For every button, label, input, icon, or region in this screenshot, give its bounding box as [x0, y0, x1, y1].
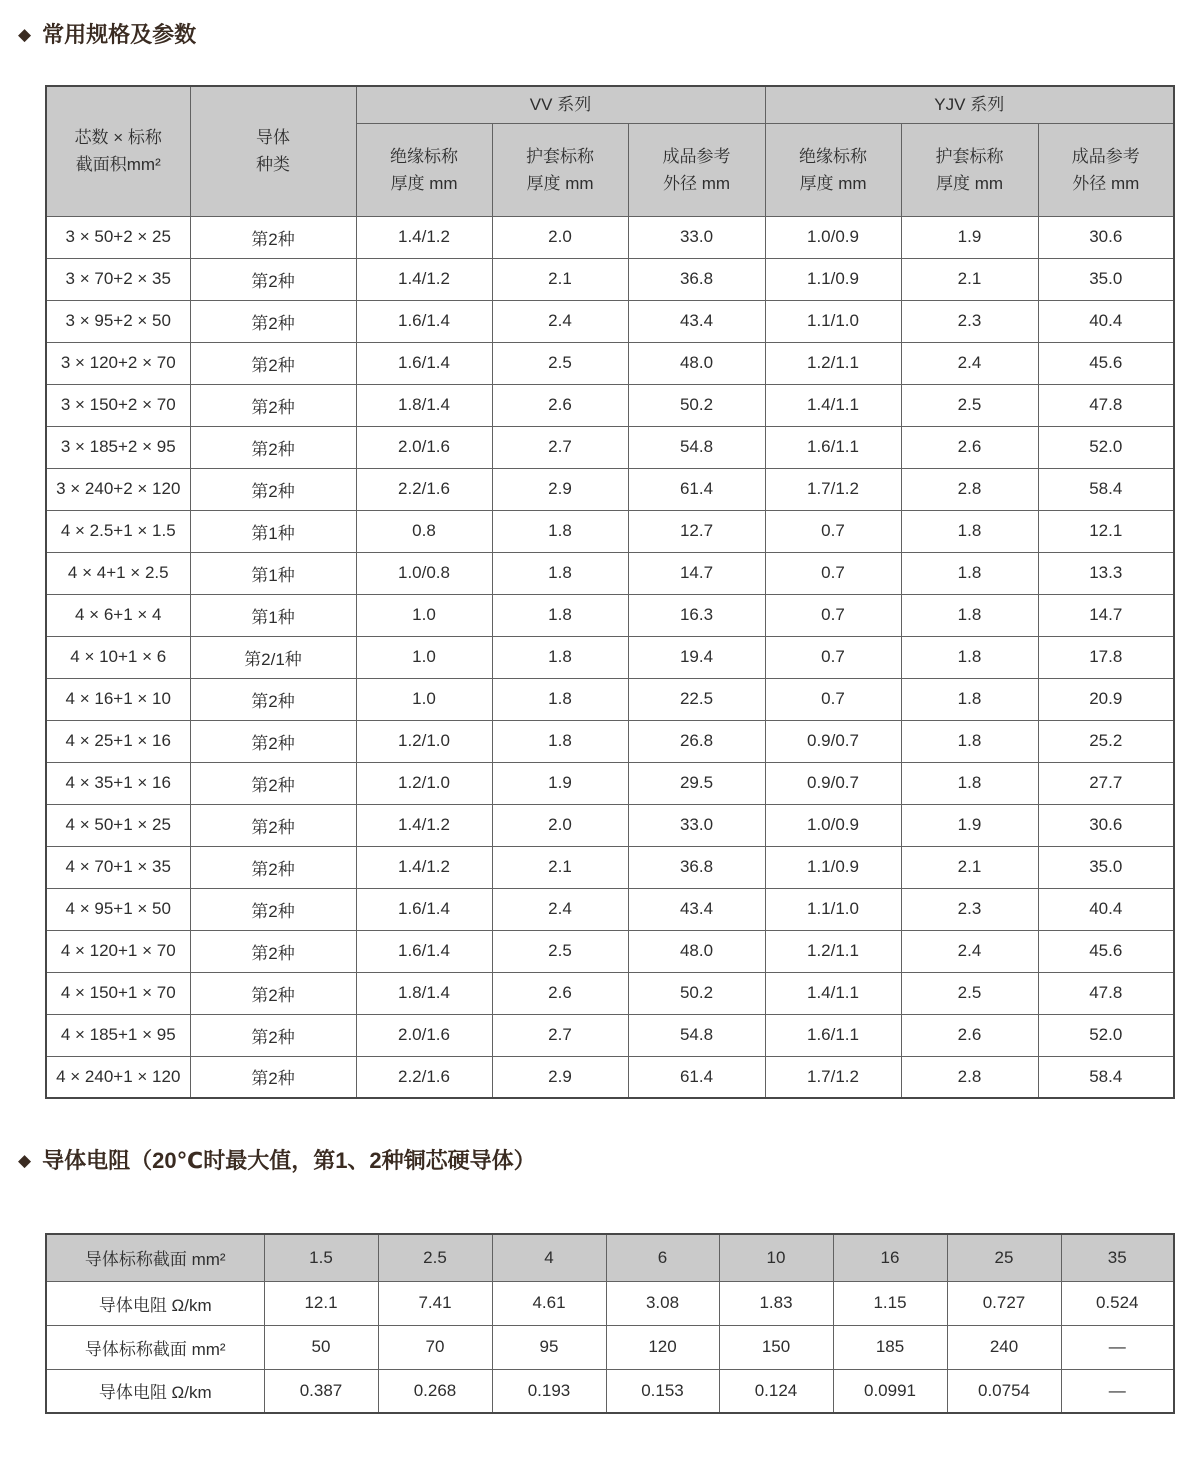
value-cell: 16: [833, 1234, 947, 1281]
value-cell: 27.7: [1038, 762, 1174, 804]
value-cell: 2.7: [492, 1014, 628, 1056]
header-line: 厚度 mm: [799, 173, 867, 193]
value-cell: 2.0: [492, 216, 628, 258]
value-cell: 2.6: [901, 1014, 1038, 1056]
value-cell: 2.6: [901, 426, 1038, 468]
table-row: [46, 342, 1174, 384]
value-cell: 1.8: [901, 678, 1038, 720]
value-cell: 4: [492, 1234, 606, 1281]
value-cell: 1.0: [356, 636, 492, 678]
table-row: [46, 300, 1174, 342]
table-row: [46, 762, 1174, 804]
value-cell: 第2种: [190, 972, 356, 1014]
value-cell: 2.2/1.6: [356, 1056, 492, 1098]
value-cell: 第2种: [190, 468, 356, 510]
header-conductor-type: [190, 86, 356, 216]
value-cell: 1.0/0.9: [765, 804, 901, 846]
value-cell: 0.0754: [947, 1369, 1061, 1413]
table-row: [46, 1056, 1174, 1098]
value-cell: 2.0/1.6: [356, 1014, 492, 1056]
value-cell: 1.0: [356, 678, 492, 720]
value-cell: 第2种: [190, 930, 356, 972]
value-cell: 第2种: [190, 384, 356, 426]
value-cell: 17.8: [1038, 636, 1174, 678]
row-label-cell: 3 × 240+2 × 120: [46, 468, 190, 510]
row-label-cell: 4 × 6+1 × 4: [46, 594, 190, 636]
value-cell: 58.4: [1038, 1056, 1174, 1098]
value-cell: 0.524: [1061, 1281, 1174, 1325]
row-label-cell: 4 × 10+1 × 6: [46, 636, 190, 678]
value-cell: 1.8: [901, 594, 1038, 636]
table-row: [46, 720, 1174, 762]
table-row: [46, 1234, 1174, 1281]
value-cell: 61.4: [628, 468, 765, 510]
value-cell: 1.4/1.1: [765, 972, 901, 1014]
value-cell: 1.1/1.0: [765, 888, 901, 930]
value-cell: 240: [947, 1325, 1061, 1369]
value-cell: 0.7: [765, 552, 901, 594]
value-cell: 43.4: [628, 300, 765, 342]
row-label-cell: 4 × 150+1 × 70: [46, 972, 190, 1014]
value-cell: 1.6/1.4: [356, 300, 492, 342]
value-cell: 1.8: [492, 594, 628, 636]
row-label-cell: 4 × 16+1 × 10: [46, 678, 190, 720]
row-label-cell: 3 × 185+2 × 95: [46, 426, 190, 468]
value-cell: 35: [1061, 1234, 1174, 1281]
value-cell: 1.0/0.8: [356, 552, 492, 594]
value-cell: 47.8: [1038, 972, 1174, 1014]
value-cell: 1.8: [492, 510, 628, 552]
value-cell: 22.5: [628, 678, 765, 720]
table-row: [46, 636, 1174, 678]
section-title-specs: [18, 18, 196, 49]
value-cell: 14.7: [1038, 594, 1174, 636]
table-row: [46, 930, 1174, 972]
value-cell: 1.83: [719, 1281, 833, 1325]
value-cell: 2.1: [492, 846, 628, 888]
header-yjv-insulation: [765, 123, 901, 216]
value-cell: 61.4: [628, 1056, 765, 1098]
header-line: 成品参考: [1071, 146, 1140, 166]
row-label-cell: 4 × 185+1 × 95: [46, 1014, 190, 1056]
value-cell: 54.8: [628, 426, 765, 468]
value-cell: 第2/1种: [190, 636, 356, 678]
row-label-cell: 3 × 70+2 × 35: [46, 258, 190, 300]
value-cell: 1.1/0.9: [765, 258, 901, 300]
header-vv-sheath: [492, 123, 628, 216]
value-cell: 第2种: [190, 846, 356, 888]
header-line: 种类: [256, 155, 290, 175]
value-cell: 0.268: [378, 1369, 492, 1413]
header-yjv-sheath: [901, 123, 1038, 216]
value-cell: 1.7/1.2: [765, 1056, 901, 1098]
value-cell: 2.5: [492, 342, 628, 384]
value-cell: 第2种: [190, 678, 356, 720]
value-cell: 50.2: [628, 384, 765, 426]
value-cell: 第2种: [190, 762, 356, 804]
row-label-cell: 4 × 2.5+1 × 1.5: [46, 510, 190, 552]
value-cell: 2.7: [492, 426, 628, 468]
row-label-cell: 3 × 150+2 × 70: [46, 384, 190, 426]
value-cell: 2.1: [901, 258, 1038, 300]
value-cell: 33.0: [628, 216, 765, 258]
value-cell: 1.1/1.0: [765, 300, 901, 342]
value-cell: 1.8: [492, 678, 628, 720]
value-cell: 第2种: [190, 300, 356, 342]
value-cell: 2.2/1.6: [356, 468, 492, 510]
value-cell: 第1种: [190, 594, 356, 636]
value-cell: 第2种: [190, 342, 356, 384]
diamond-bullet-icon: ◆: [18, 1151, 32, 1170]
value-cell: 1.2/1.0: [356, 762, 492, 804]
table-row: [46, 594, 1174, 636]
section-title-text: 导体电阻（20℃时最大值，第1、2种铜芯硬导体）: [42, 1148, 536, 1173]
value-cell: 2.1: [901, 846, 1038, 888]
value-cell: 1.8: [901, 552, 1038, 594]
value-cell: 1.6/1.1: [765, 1014, 901, 1056]
value-cell: 12.1: [1038, 510, 1174, 552]
header-group-yjv: YJV 系列: [765, 86, 1174, 123]
value-cell: 0.153: [606, 1369, 719, 1413]
value-cell: 12.7: [628, 510, 765, 552]
value-cell: 36.8: [628, 258, 765, 300]
value-cell: 0.9/0.7: [765, 762, 901, 804]
header-line: 外径 mm: [662, 173, 731, 193]
value-cell: 26.8: [628, 720, 765, 762]
value-cell: 4.61: [492, 1281, 606, 1325]
value-cell: 第2种: [190, 888, 356, 930]
header-group-vv: VV 系列: [356, 86, 765, 123]
value-cell: 30.6: [1038, 804, 1174, 846]
value-cell: 185: [833, 1325, 947, 1369]
value-cell: 1.9: [901, 216, 1038, 258]
value-cell: 1.2/1.1: [765, 342, 901, 384]
value-cell: 第2种: [190, 720, 356, 762]
value-cell: 第1种: [190, 510, 356, 552]
header-line: 截面积mm²: [75, 155, 161, 175]
table-row: [46, 1369, 1174, 1413]
row-label-cell: 导体电阻 Ω/km: [46, 1281, 264, 1325]
row-label-cell: 4 × 35+1 × 16: [46, 762, 190, 804]
value-cell: 1.2/1.1: [765, 930, 901, 972]
value-cell: 1.4/1.2: [356, 846, 492, 888]
header-line: 芯数 × 标称: [74, 128, 162, 148]
value-cell: 0.8: [356, 510, 492, 552]
value-cell: 1.9: [901, 804, 1038, 846]
value-cell: 第1种: [190, 552, 356, 594]
section-title-text: 常用规格及参数: [42, 22, 197, 47]
header-line: 厚度 mm: [935, 173, 1004, 193]
value-cell: 58.4: [1038, 468, 1174, 510]
value-cell: 7.41: [378, 1281, 492, 1325]
value-cell: 1.4/1.2: [356, 804, 492, 846]
resistance-table: [45, 1233, 1175, 1414]
header-core-size: [46, 86, 190, 216]
value-cell: 25.2: [1038, 720, 1174, 762]
section-title-resistance: [18, 1144, 536, 1175]
row-label-cell: 4 × 120+1 × 70: [46, 930, 190, 972]
value-cell: 1.8: [901, 636, 1038, 678]
value-cell: 0.387: [264, 1369, 378, 1413]
value-cell: 19.4: [628, 636, 765, 678]
value-cell: 40.4: [1038, 888, 1174, 930]
table-row: [46, 804, 1174, 846]
value-cell: 第2种: [190, 258, 356, 300]
row-label-cell: 4 × 240+1 × 120: [46, 1056, 190, 1098]
header-line: 外径 mm: [1072, 173, 1140, 193]
row-label-cell: 4 × 50+1 × 25: [46, 804, 190, 846]
value-cell: 1.2/1.0: [356, 720, 492, 762]
value-cell: 10: [719, 1234, 833, 1281]
row-label-cell: 导体电阻 Ω/km: [46, 1369, 264, 1413]
spec-table: [45, 85, 1175, 1099]
header-line: 护套标称: [935, 146, 1004, 166]
header-line: 护套标称: [526, 146, 594, 166]
value-cell: 2.5: [492, 930, 628, 972]
table-row: [46, 888, 1174, 930]
table-row: [46, 384, 1174, 426]
value-cell: 25: [947, 1234, 1061, 1281]
value-cell: 2.4: [492, 888, 628, 930]
value-cell: 14.7: [628, 552, 765, 594]
value-cell: 1.0: [356, 594, 492, 636]
row-label-cell: 4 × 25+1 × 16: [46, 720, 190, 762]
row-label-cell: 3 × 120+2 × 70: [46, 342, 190, 384]
value-cell: 54.8: [628, 1014, 765, 1056]
value-cell: 1.6/1.4: [356, 342, 492, 384]
value-cell: 0.7: [765, 510, 901, 552]
value-cell: 70: [378, 1325, 492, 1369]
diamond-bullet-icon: ◆: [18, 25, 32, 44]
value-cell: 1.8: [901, 762, 1038, 804]
value-cell: 47.8: [1038, 384, 1174, 426]
value-cell: 95: [492, 1325, 606, 1369]
value-cell: 1.8: [492, 720, 628, 762]
value-cell: 0.193: [492, 1369, 606, 1413]
value-cell: 2.8: [901, 1056, 1038, 1098]
row-label-cell: 4 × 95+1 × 50: [46, 888, 190, 930]
value-cell: 2.0: [492, 804, 628, 846]
value-cell: 1.8: [901, 510, 1038, 552]
value-cell: 2.6: [492, 384, 628, 426]
value-cell: 6: [606, 1234, 719, 1281]
value-cell: 第2种: [190, 1056, 356, 1098]
value-cell: 13.3: [1038, 552, 1174, 594]
value-cell: 0.0991: [833, 1369, 947, 1413]
value-cell: 16.3: [628, 594, 765, 636]
value-cell: 2.5: [378, 1234, 492, 1281]
value-cell: 1.8/1.4: [356, 384, 492, 426]
value-cell: 2.0/1.6: [356, 426, 492, 468]
value-cell: 3.08: [606, 1281, 719, 1325]
value-cell: 0.7: [765, 594, 901, 636]
row-label-cell: 3 × 50+2 × 25: [46, 216, 190, 258]
value-cell: 2.5: [901, 972, 1038, 1014]
value-cell: 12.1: [264, 1281, 378, 1325]
value-cell: 第2种: [190, 426, 356, 468]
value-cell: 1.6/1.4: [356, 930, 492, 972]
value-cell: 20.9: [1038, 678, 1174, 720]
header-line: 绝缘标称: [390, 146, 458, 166]
value-cell: 2.6: [492, 972, 628, 1014]
header-vv-od: [628, 123, 765, 216]
value-cell: 2.8: [901, 468, 1038, 510]
table-row: [46, 972, 1174, 1014]
value-cell: 1.4/1.1: [765, 384, 901, 426]
value-cell: 150: [719, 1325, 833, 1369]
header-line: 绝缘标称: [799, 146, 867, 166]
value-cell: 0.7: [765, 636, 901, 678]
value-cell: 45.6: [1038, 930, 1174, 972]
value-cell: 2.3: [901, 300, 1038, 342]
table-row: [46, 1281, 1174, 1325]
value-cell: 1.8: [492, 552, 628, 594]
value-cell: 1.4/1.2: [356, 216, 492, 258]
value-cell: 第2种: [190, 804, 356, 846]
header-line: 导体: [256, 128, 290, 148]
value-cell: —: [1061, 1369, 1174, 1413]
header-line: 厚度 mm: [526, 173, 594, 193]
header-line: 厚度 mm: [390, 173, 458, 193]
value-cell: 第2种: [190, 216, 356, 258]
value-cell: 52.0: [1038, 426, 1174, 468]
table-row: [46, 216, 1174, 258]
value-cell: 36.8: [628, 846, 765, 888]
value-cell: 0.7: [765, 678, 901, 720]
value-cell: —: [1061, 1325, 1174, 1369]
table-row: [46, 258, 1174, 300]
header-vv-insulation: [356, 123, 492, 216]
value-cell: 1.1/0.9: [765, 846, 901, 888]
value-cell: 48.0: [628, 342, 765, 384]
value-cell: 35.0: [1038, 258, 1174, 300]
value-cell: 1.6/1.1: [765, 426, 901, 468]
table-row: [46, 1325, 1174, 1369]
value-cell: 第2种: [190, 1014, 356, 1056]
row-label-cell: 4 × 4+1 × 2.5: [46, 552, 190, 594]
value-cell: 1.9: [492, 762, 628, 804]
value-cell: 1.5: [264, 1234, 378, 1281]
value-cell: 1.4/1.2: [356, 258, 492, 300]
value-cell: 52.0: [1038, 1014, 1174, 1056]
header-line: 成品参考: [662, 146, 731, 166]
value-cell: 45.6: [1038, 342, 1174, 384]
value-cell: 1.7/1.2: [765, 468, 901, 510]
table-row: [46, 510, 1174, 552]
table-row: [46, 468, 1174, 510]
value-cell: 0.727: [947, 1281, 1061, 1325]
value-cell: 1.0/0.9: [765, 216, 901, 258]
value-cell: 50: [264, 1325, 378, 1369]
value-cell: 0.9/0.7: [765, 720, 901, 762]
table-row: [46, 552, 1174, 594]
row-label-cell: 导体标称截面 mm²: [46, 1234, 264, 1281]
row-label-cell: 3 × 95+2 × 50: [46, 300, 190, 342]
value-cell: 2.9: [492, 1056, 628, 1098]
table-row: [46, 426, 1174, 468]
value-cell: 2.4: [901, 342, 1038, 384]
value-cell: 2.1: [492, 258, 628, 300]
value-cell: 1.8: [492, 636, 628, 678]
spec-header-row-groups: [46, 86, 1174, 123]
value-cell: 30.6: [1038, 216, 1174, 258]
table-row: [46, 678, 1174, 720]
value-cell: 2.4: [901, 930, 1038, 972]
value-cell: 48.0: [628, 930, 765, 972]
value-cell: 43.4: [628, 888, 765, 930]
table-row: [46, 846, 1174, 888]
row-label-cell: 4 × 70+1 × 35: [46, 846, 190, 888]
value-cell: 2.9: [492, 468, 628, 510]
value-cell: 29.5: [628, 762, 765, 804]
value-cell: 1.6/1.4: [356, 888, 492, 930]
value-cell: 40.4: [1038, 300, 1174, 342]
value-cell: 1.8/1.4: [356, 972, 492, 1014]
value-cell: 50.2: [628, 972, 765, 1014]
value-cell: 2.4: [492, 300, 628, 342]
value-cell: 2.5: [901, 384, 1038, 426]
value-cell: 120: [606, 1325, 719, 1369]
value-cell: 35.0: [1038, 846, 1174, 888]
value-cell: 33.0: [628, 804, 765, 846]
value-cell: 1.15: [833, 1281, 947, 1325]
header-yjv-od: [1038, 123, 1174, 216]
table-row: [46, 1014, 1174, 1056]
value-cell: 1.8: [901, 720, 1038, 762]
value-cell: 2.3: [901, 888, 1038, 930]
value-cell: 0.124: [719, 1369, 833, 1413]
row-label-cell: 导体标称截面 mm²: [46, 1325, 264, 1369]
